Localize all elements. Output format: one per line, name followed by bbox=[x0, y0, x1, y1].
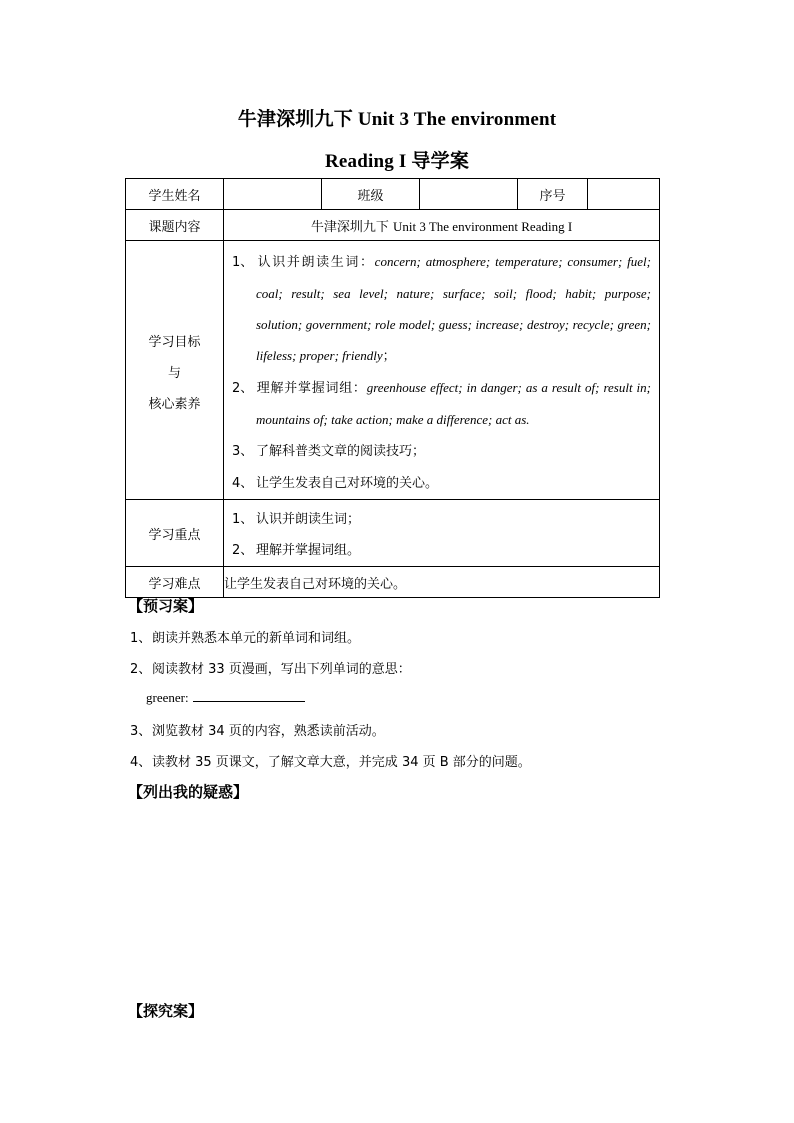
key-points-row bbox=[126, 500, 660, 567]
document-title-line2: Reading I 导学案 bbox=[324, 151, 470, 172]
class-label: 班级 bbox=[322, 179, 420, 210]
seq-cell[interactable] bbox=[588, 179, 660, 210]
preview-item-3: 3、浏览教材 34 页的内容，熟悉读前活动。 bbox=[130, 724, 385, 739]
topic-content bbox=[224, 210, 660, 241]
student-info-row bbox=[126, 179, 660, 210]
greener-line bbox=[146, 689, 305, 706]
topic-zh: 牛津深圳九下 bbox=[310, 219, 389, 235]
goals-label-line2: 与 bbox=[167, 365, 181, 381]
class-cell[interactable] bbox=[420, 179, 518, 210]
key-points-content bbox=[224, 500, 660, 567]
key-points-label: 学习重点 bbox=[148, 527, 201, 543]
key-points-label-cell bbox=[126, 500, 224, 567]
goals-row bbox=[126, 241, 660, 500]
document-title-line1: 牛津深圳九下 Unit 3 The environment bbox=[237, 109, 557, 130]
key-point-2: 2、 理解并掌握词组。 bbox=[232, 543, 361, 558]
topic-label: 课题内容 bbox=[126, 210, 224, 241]
goal-item-1: 1、 认识并朗读生词：concern; atmosphere; temperature; consumer; fuel; coal; result; sea level; nature; surface; soil; flood; habit; purpose; solution; government; role model; guess; increase; destroy; recycle; green; lifeless; proper; friendly； bbox=[232, 254, 651, 364]
topic-en: Unit 3 The environment Reading I bbox=[392, 218, 573, 234]
key-point-1: 1、 认识并朗读生词； bbox=[232, 512, 361, 527]
goals-label-cell bbox=[126, 241, 224, 500]
seq-label: 序号 bbox=[518, 179, 588, 210]
difficulty-row bbox=[126, 567, 660, 598]
goal-item-3: 3、 了解科普类文章的阅读技巧； bbox=[232, 444, 426, 459]
preview-item-4: 4、读教材 35 页课文，了解文章大意，并完成 34 页 B 部分的问题。 bbox=[130, 755, 531, 770]
greener-word: greener: bbox=[146, 690, 189, 705]
difficulty-text: 让学生发表自己对环境的关心。 bbox=[224, 567, 660, 598]
difficulty-label: 学习难点 bbox=[126, 567, 224, 598]
doubts-heading: 【列出我的疑惑】 bbox=[128, 783, 249, 801]
student-name-label: 学生姓名 bbox=[126, 179, 224, 210]
goals-label-line3: 核心素养 bbox=[148, 396, 201, 412]
info-table bbox=[125, 178, 660, 598]
goal-item-2: 2、 理解并掌握词组：greenhouse effect; in danger; as a result of; result in; mountains of; take action; make a difference; act as. bbox=[232, 380, 651, 427]
preview-item-1: 1、朗读并熟悉本单元的新单词和词组。 bbox=[130, 631, 361, 646]
goals-label-line1: 学习目标 bbox=[148, 334, 201, 350]
greener-answer-blank[interactable] bbox=[193, 689, 305, 702]
goal-item-4: 4、 让学生发表自己对环境的关心。 bbox=[232, 476, 439, 491]
preview-item-2: 2、阅读教材 33 页漫画，写出下列单词的意思： bbox=[130, 662, 411, 677]
preview-heading: 【预习案】 bbox=[128, 597, 204, 615]
student-name-cell[interactable] bbox=[224, 179, 322, 210]
goals-content bbox=[224, 241, 660, 500]
explore-heading: 【探究案】 bbox=[128, 1002, 204, 1020]
topic-row bbox=[126, 210, 660, 241]
